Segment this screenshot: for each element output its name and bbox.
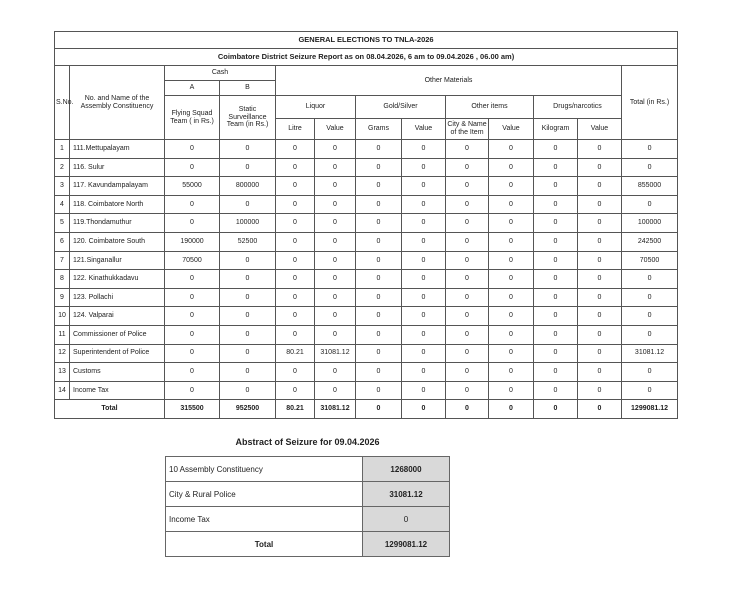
row-gold-value: 0 [402, 288, 446, 307]
row-sno: 9 [55, 288, 70, 307]
row-sno: 6 [55, 232, 70, 251]
row-gold-grams: 0 [356, 158, 402, 177]
row-name: Superintendent of Police [70, 344, 165, 363]
row-flying: 70500 [165, 251, 220, 270]
row-liquor-value: 0 [315, 363, 356, 382]
row-gold-value: 0 [402, 158, 446, 177]
abstract-total-label: Total [166, 532, 363, 557]
seizure-report-table [54, 31, 678, 419]
row-total: 855000 [622, 177, 678, 196]
row-total: 0 [622, 270, 678, 289]
abstract-label: 10 Assembly Constituency [166, 457, 363, 482]
row-sno: 11 [55, 325, 70, 344]
col-gold-value: Value [402, 119, 446, 140]
row-flying: 0 [165, 307, 220, 326]
row-liquor-litre: 0 [276, 325, 315, 344]
row-drugs-kg: 0 [534, 307, 578, 326]
row-liquor-value: 0 [315, 288, 356, 307]
row-name: 118. Coimbatore North [70, 195, 165, 214]
row-drugs-value: 0 [578, 288, 622, 307]
row-liquor-litre: 0 [276, 363, 315, 382]
row-sno: 8 [55, 270, 70, 289]
row-gold-value: 0 [402, 251, 446, 270]
row-gold-grams: 0 [356, 363, 402, 382]
row-liquor-value: 0 [315, 158, 356, 177]
row-drugs-kg: 0 [534, 158, 578, 177]
total-flying: 315500 [165, 400, 220, 419]
row-name: Commissioner of Police [70, 325, 165, 344]
row-other-value: 0 [489, 270, 534, 289]
row-drugs-value: 0 [578, 307, 622, 326]
total-gold-value: 0 [402, 400, 446, 419]
row-liquor-litre: 0 [276, 177, 315, 196]
row-gold-value: 0 [402, 177, 446, 196]
row-name: 122. Kinathukkadavu [70, 270, 165, 289]
row-liquor-value: 0 [315, 251, 356, 270]
row-liquor-litre: 0 [276, 307, 315, 326]
col-flying-squad: Flying Squad Team ( in Rs.) [165, 96, 220, 140]
row-sst: 0 [220, 195, 276, 214]
row-drugs-value: 0 [578, 344, 622, 363]
row-sst: 52500 [220, 232, 276, 251]
row-sno: 10 [55, 307, 70, 326]
row-drugs-kg: 0 [534, 363, 578, 382]
row-liquor-litre: 0 [276, 195, 315, 214]
row-name: 116. Sulur [70, 158, 165, 177]
grand-total: 1299081.12 [622, 400, 678, 419]
table-row [55, 363, 678, 382]
row-other-item: 0 [446, 195, 489, 214]
row-other-value: 0 [489, 381, 534, 400]
row-liquor-litre: 0 [276, 381, 315, 400]
col-total-header: Total (in Rs.) [622, 66, 678, 140]
row-drugs-value: 0 [578, 325, 622, 344]
row-drugs-kg: 0 [534, 325, 578, 344]
row-liquor-litre: 0 [276, 251, 315, 270]
row-other-item: 0 [446, 158, 489, 177]
row-other-item: 0 [446, 232, 489, 251]
row-gold-value: 0 [402, 381, 446, 400]
abstract-row [166, 507, 450, 532]
row-sno: 3 [55, 177, 70, 196]
abstract-table [165, 456, 450, 557]
row-liquor-value: 0 [315, 177, 356, 196]
row-sst: 100000 [220, 214, 276, 233]
row-drugs-kg: 0 [534, 344, 578, 363]
row-drugs-value: 0 [578, 177, 622, 196]
row-gold-value: 0 [402, 325, 446, 344]
col-cash-b: B [220, 81, 276, 96]
row-gold-value: 0 [402, 214, 446, 233]
table-row [55, 381, 678, 400]
row-total: 0 [622, 140, 678, 159]
row-other-value: 0 [489, 140, 534, 159]
row-gold-grams: 0 [356, 270, 402, 289]
row-other-item: 0 [446, 214, 489, 233]
row-liquor-litre: 0 [276, 288, 315, 307]
row-other-item: 0 [446, 381, 489, 400]
row-other-item: 0 [446, 177, 489, 196]
row-liquor-value: 0 [315, 140, 356, 159]
table-row [55, 177, 678, 196]
row-liquor-litre: 0 [276, 270, 315, 289]
row-total: 0 [622, 288, 678, 307]
total-row [55, 400, 678, 419]
row-total: 100000 [622, 214, 678, 233]
row-other-value: 0 [489, 325, 534, 344]
table-row [55, 232, 678, 251]
col-other-materials-header: Other Materials [276, 66, 622, 96]
row-flying: 190000 [165, 232, 220, 251]
row-liquor-value: 0 [315, 232, 356, 251]
row-flying: 0 [165, 140, 220, 159]
row-sno: 1 [55, 140, 70, 159]
row-flying: 0 [165, 344, 220, 363]
row-total: 0 [622, 363, 678, 382]
row-gold-value: 0 [402, 307, 446, 326]
row-gold-grams: 0 [356, 344, 402, 363]
row-gold-grams: 0 [356, 307, 402, 326]
row-liquor-value: 0 [315, 195, 356, 214]
row-drugs-value: 0 [578, 195, 622, 214]
row-drugs-value: 0 [578, 251, 622, 270]
row-gold-value: 0 [402, 363, 446, 382]
row-drugs-kg: 0 [534, 140, 578, 159]
row-gold-value: 0 [402, 140, 446, 159]
row-sno: 4 [55, 195, 70, 214]
row-sst: 0 [220, 307, 276, 326]
row-other-value: 0 [489, 344, 534, 363]
row-gold-grams: 0 [356, 251, 402, 270]
col-grams: Grams [356, 119, 402, 140]
row-name: 119.Thondamuthur [70, 214, 165, 233]
row-other-value: 0 [489, 363, 534, 382]
report-subtitle: Coimbatore District Seizure Report as on 08.04.2026, 6 am to 09.04.2026 , 06.00 am) [55, 49, 678, 66]
row-sst: 0 [220, 344, 276, 363]
row-liquor-value: 0 [315, 270, 356, 289]
row-drugs-kg: 0 [534, 214, 578, 233]
col-sno-header: S.No. [55, 66, 70, 140]
col-other-value: Value [489, 119, 534, 140]
report-title: GENERAL ELECTIONS TO TNLA-2026 [55, 32, 678, 49]
row-other-value: 0 [489, 195, 534, 214]
row-drugs-value: 0 [578, 232, 622, 251]
col-name-header: No. and Name of the Assembly Constituency [70, 66, 165, 140]
col-drugs-value: Value [578, 119, 622, 140]
row-sno: 13 [55, 363, 70, 382]
row-gold-grams: 0 [356, 195, 402, 214]
total-gold-grams: 0 [356, 400, 402, 419]
col-gold-silver: Gold/Silver [356, 96, 446, 119]
row-flying: 55000 [165, 177, 220, 196]
row-other-item: 0 [446, 307, 489, 326]
row-name: 111.Mettupalayam [70, 140, 165, 159]
row-other-item: 0 [446, 140, 489, 159]
row-drugs-kg: 0 [534, 232, 578, 251]
row-sno: 5 [55, 214, 70, 233]
row-flying: 0 [165, 214, 220, 233]
table-row [55, 251, 678, 270]
row-name: 117. Kavundampalayam [70, 177, 165, 196]
row-flying: 0 [165, 158, 220, 177]
row-name: 123. Pollachi [70, 288, 165, 307]
row-total: 0 [622, 158, 678, 177]
row-sst: 800000 [220, 177, 276, 196]
row-gold-grams: 0 [356, 232, 402, 251]
row-drugs-value: 0 [578, 140, 622, 159]
col-static-surveillance: Static Surveillance Team (in Rs.) [220, 96, 276, 140]
table-row [55, 214, 678, 233]
total-other-value: 0 [489, 400, 534, 419]
row-other-item: 0 [446, 325, 489, 344]
row-flying: 0 [165, 325, 220, 344]
row-liquor-litre: 0 [276, 140, 315, 159]
row-sno: 12 [55, 344, 70, 363]
row-drugs-value: 0 [578, 158, 622, 177]
total-liquor-litre: 80.21 [276, 400, 315, 419]
row-gold-grams: 0 [356, 140, 402, 159]
row-name: Income Tax [70, 381, 165, 400]
row-drugs-kg: 0 [534, 288, 578, 307]
table-body [55, 140, 678, 400]
total-sst: 952500 [220, 400, 276, 419]
total-drugs-value: 0 [578, 400, 622, 419]
row-liquor-litre: 80.21 [276, 344, 315, 363]
row-total: 242500 [622, 232, 678, 251]
row-sst: 0 [220, 381, 276, 400]
row-total: 0 [622, 195, 678, 214]
row-liquor-value: 0 [315, 214, 356, 233]
row-gold-grams: 0 [356, 177, 402, 196]
row-liquor-value: 0 [315, 325, 356, 344]
total-drugs-kg: 0 [534, 400, 578, 419]
row-drugs-kg: 0 [534, 251, 578, 270]
row-gold-grams: 0 [356, 325, 402, 344]
row-other-value: 0 [489, 288, 534, 307]
row-sst: 0 [220, 363, 276, 382]
row-sno: 14 [55, 381, 70, 400]
col-liquor: Liquor [276, 96, 356, 119]
row-gold-grams: 0 [356, 381, 402, 400]
row-name: 124. Valparai [70, 307, 165, 326]
row-drugs-kg: 0 [534, 381, 578, 400]
row-sst: 0 [220, 140, 276, 159]
row-sst: 0 [220, 325, 276, 344]
row-flying: 0 [165, 195, 220, 214]
row-drugs-kg: 0 [534, 195, 578, 214]
abstract-title: Abstract of Seizure for 09.04.2026 [235, 437, 380, 447]
row-other-item: 0 [446, 363, 489, 382]
abstract-value: 31081.12 [363, 482, 450, 507]
row-other-value: 0 [489, 177, 534, 196]
abstract-total-row [166, 532, 450, 557]
row-other-value: 0 [489, 214, 534, 233]
row-other-item: 0 [446, 288, 489, 307]
row-other-item: 0 [446, 251, 489, 270]
total-other-item: 0 [446, 400, 489, 419]
row-total: 31081.12 [622, 344, 678, 363]
row-name: 121.Singanallur [70, 251, 165, 270]
row-gold-value: 0 [402, 232, 446, 251]
row-flying: 0 [165, 288, 220, 307]
row-other-value: 0 [489, 251, 534, 270]
abstract-value: 1268000 [363, 457, 450, 482]
row-liquor-litre: 0 [276, 232, 315, 251]
row-other-value: 0 [489, 232, 534, 251]
table-row [55, 307, 678, 326]
row-drugs-kg: 0 [534, 270, 578, 289]
row-flying: 0 [165, 270, 220, 289]
row-drugs-value: 0 [578, 214, 622, 233]
row-drugs-value: 0 [578, 270, 622, 289]
row-flying: 0 [165, 381, 220, 400]
row-total: 0 [622, 307, 678, 326]
row-liquor-litre: 0 [276, 214, 315, 233]
col-cash-header: Cash [165, 66, 276, 81]
col-litre: Litre [276, 119, 315, 140]
col-liquor-value: Value [315, 119, 356, 140]
row-drugs-value: 0 [578, 381, 622, 400]
row-other-value: 0 [489, 307, 534, 326]
row-sst: 0 [220, 158, 276, 177]
row-total: 0 [622, 325, 678, 344]
table-row [55, 344, 678, 363]
abstract-total-value: 1299081.12 [363, 532, 450, 557]
table-row [55, 195, 678, 214]
row-liquor-value: 0 [315, 307, 356, 326]
row-liquor-value: 0 [315, 381, 356, 400]
table-row [55, 270, 678, 289]
total-liquor-value: 31081.12 [315, 400, 356, 419]
total-label: Total [55, 400, 165, 419]
abstract-label: City & Rural Police [166, 482, 363, 507]
col-drugs: Drugs/narcotics [534, 96, 622, 119]
abstract-row [166, 457, 450, 482]
row-gold-grams: 0 [356, 288, 402, 307]
row-liquor-value: 31081.12 [315, 344, 356, 363]
col-cash-a: A [165, 81, 220, 96]
col-kilogram: Kilogram [534, 119, 578, 140]
row-gold-value: 0 [402, 195, 446, 214]
col-other-items: Other items [446, 96, 534, 119]
row-name: Customs [70, 363, 165, 382]
row-name: 120. Coimbatore South [70, 232, 165, 251]
row-sno: 7 [55, 251, 70, 270]
abstract-label: Income Tax [166, 507, 363, 532]
abstract-row [166, 482, 450, 507]
col-city-item: City & Name of the Item [446, 119, 489, 140]
row-total: 0 [622, 381, 678, 400]
row-liquor-litre: 0 [276, 158, 315, 177]
row-gold-value: 0 [402, 270, 446, 289]
row-gold-grams: 0 [356, 214, 402, 233]
table-row [55, 158, 678, 177]
table-row [55, 325, 678, 344]
row-sno: 2 [55, 158, 70, 177]
row-other-item: 0 [446, 270, 489, 289]
row-total: 70500 [622, 251, 678, 270]
table-row [55, 288, 678, 307]
row-drugs-value: 0 [578, 363, 622, 382]
abstract-value: 0 [363, 507, 450, 532]
row-drugs-kg: 0 [534, 177, 578, 196]
row-other-item: 0 [446, 344, 489, 363]
row-flying: 0 [165, 363, 220, 382]
row-sst: 0 [220, 251, 276, 270]
table-row [55, 140, 678, 159]
row-other-value: 0 [489, 158, 534, 177]
row-gold-value: 0 [402, 344, 446, 363]
row-sst: 0 [220, 288, 276, 307]
row-sst: 0 [220, 270, 276, 289]
